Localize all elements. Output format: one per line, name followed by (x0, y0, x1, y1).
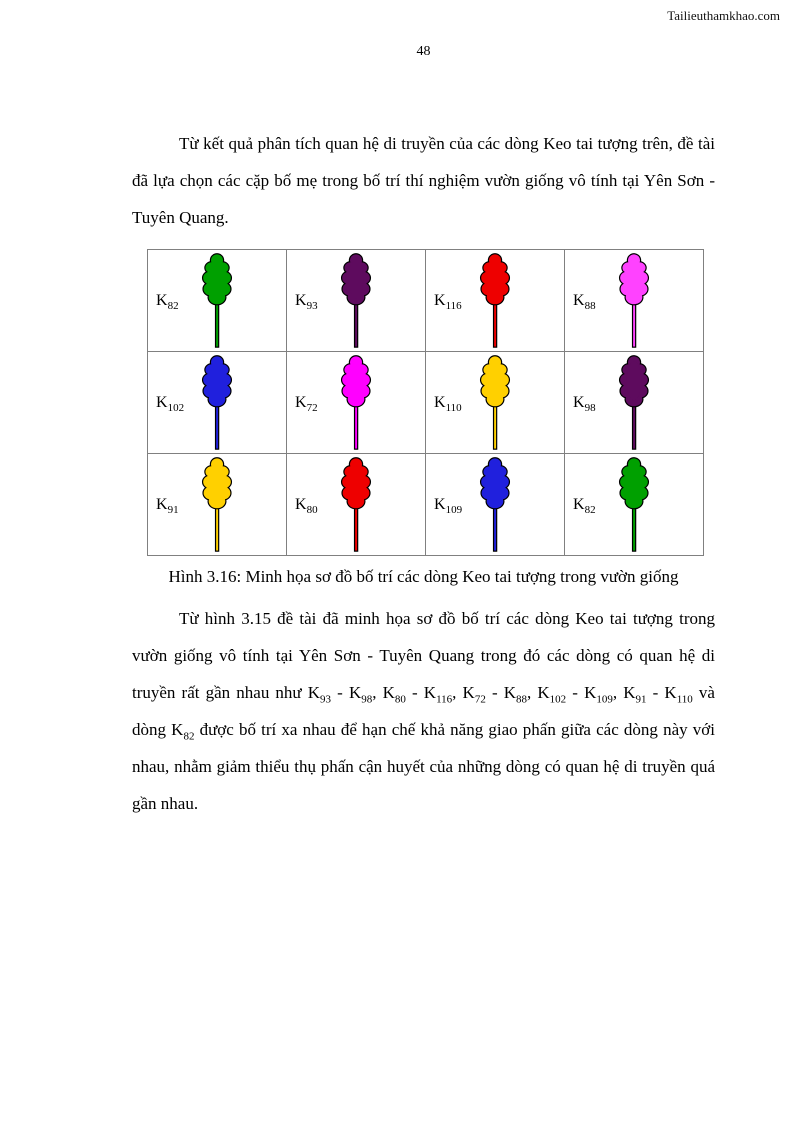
grid-cell (426, 454, 565, 556)
tree-icon (616, 457, 653, 553)
clone-label-sub: 88 (584, 299, 596, 312)
tree-icon (199, 253, 236, 349)
tree-icon (199, 355, 236, 451)
clone-label-base: K (156, 495, 168, 513)
grid-cell (565, 454, 704, 556)
clone-label-base: K (156, 291, 168, 309)
paragraph-discussion: Từ hình 3.15 đề tài đã minh họa sơ đồ bố trí các dòng Keo tai tượng trong vườn giống vô tính tại Yên Sơn - Tuyên Quang trong đó các dòng có quan hệ di truyền rất gần nhau như $K_{93} - K_{98}$, $K_{80} - K_{116}$, $K_{72} - K_{88}$, $K_{102} - K_{109}$, $K_{91} - K_{110}$ và dòng $K_{82}$ được bố trí xa nhau để hạn chế khả năng giao phấn giữa các dòng này với nhau, nhằm giảm thiểu thụ phấn cận huyết của những dòng có quan hệ di truyền quá gần nhau. (132, 609, 715, 813)
grid-cell (426, 250, 565, 352)
clone-label-base: K (573, 495, 585, 513)
clone-label-base: K (295, 291, 307, 309)
clone-label (573, 394, 596, 412)
clone-layout-grid (147, 249, 704, 556)
clone-label (434, 292, 462, 310)
grid-cell (287, 454, 426, 556)
clone-label (295, 496, 318, 514)
clone-label (295, 292, 318, 310)
tree-icon (338, 355, 375, 451)
clone-label (295, 394, 318, 412)
paragraph-intro: Từ kết quả phân tích quan hệ di truyền của các dòng Keo tai tượng trên, đề tài đã lựa chọn các cặp bố mẹ trong bố trí thí nghiệm vườn giống vô tính tại Yên Sơn - Tuyên Quang. (132, 134, 715, 227)
tree-icon (338, 253, 375, 349)
tree-icon (477, 457, 514, 553)
grid-cell (565, 250, 704, 352)
figure-caption: Hình 3.16: Minh họa sơ đồ bố trí các dòng Keo tai tượng trong vườn giống (168, 567, 679, 586)
clone-label-base: K (573, 393, 585, 411)
tree-icon (616, 355, 653, 451)
clone-label (573, 496, 596, 514)
clone-label-base: K (295, 393, 307, 411)
clone-label (434, 496, 462, 514)
tree-icon (477, 253, 514, 349)
clone-label-sub: 98 (584, 401, 596, 414)
grid-cell (287, 250, 426, 352)
clone-label-base: K (295, 495, 307, 513)
clone-label-base: K (573, 291, 585, 309)
clone-label-base: K (434, 495, 446, 513)
clone-label-sub: 91 (167, 503, 179, 516)
page-number: 48 (416, 44, 431, 59)
clone-label-sub: 82 (584, 503, 596, 516)
clone-label (156, 394, 184, 412)
grid-cell (426, 352, 565, 454)
grid-cell (148, 250, 287, 352)
tree-icon (616, 253, 653, 349)
clone-label-base: K (156, 393, 168, 411)
tree-icon (199, 457, 236, 553)
clone-label-base: K (434, 291, 446, 309)
clone-label-sub: 102 (167, 401, 185, 414)
grid-cell (565, 352, 704, 454)
clone-label-sub: 110 (445, 401, 462, 414)
clone-label-sub: 109 (445, 503, 463, 516)
grid-cell (287, 352, 426, 454)
clone-label-sub: 80 (306, 503, 318, 516)
clone-label (156, 496, 179, 514)
clone-label (156, 292, 179, 310)
tree-icon (477, 355, 514, 451)
tree-icon (338, 457, 375, 553)
clone-label-sub: 93 (306, 299, 318, 312)
clone-label (434, 394, 462, 412)
clone-label (573, 292, 596, 310)
grid-cell (148, 454, 287, 556)
clone-label-sub: 72 (306, 401, 318, 414)
clone-label-base: K (434, 393, 446, 411)
content-area (132, 0, 715, 822)
clone-label-sub: 82 (167, 299, 179, 312)
watermark: Tailieuthamkhao.com (667, 8, 780, 23)
grid-cell (148, 352, 287, 454)
clone-label-sub: 116 (445, 299, 462, 312)
